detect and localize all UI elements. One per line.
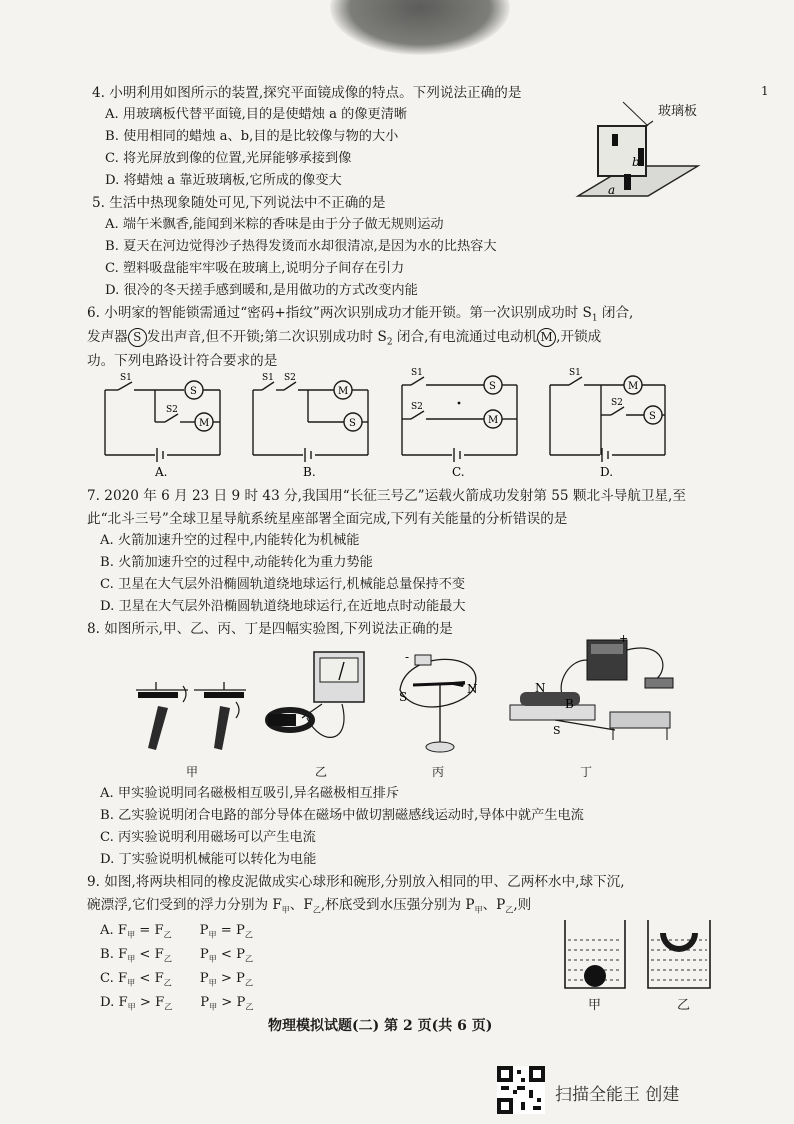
- q8-bing-minus: -: [405, 650, 410, 664]
- q4-glass-label: 玻璃板: [658, 104, 698, 119]
- q4-option-c: C. 将光屏放到像的位置,光屏能够承接到像: [105, 151, 352, 166]
- circuit-a-s1: S1: [120, 373, 132, 383]
- q9-option-c: C. $F_甲 < F_乙$ $P_甲 > P_乙$: [100, 971, 253, 988]
- circuit-c-c1: S: [489, 381, 496, 392]
- circuit-c-label: C.: [452, 465, 465, 479]
- qr-code-icon: [497, 1066, 545, 1114]
- q8-ding-plus: +: [619, 632, 629, 645]
- q5-option-c: C. 塑料吸盘能牢牢吸在玻璃上,说明分子间存在引力: [105, 261, 405, 276]
- q4-fig-b: b: [632, 155, 640, 169]
- q8-label-ding: 丁: [580, 765, 593, 779]
- circuit-c-s2: S2: [411, 402, 423, 412]
- q8-fig-yi: [262, 648, 380, 758]
- q9-label-jia: 甲: [588, 998, 602, 1013]
- q8-bing-n: N: [467, 682, 478, 696]
- q9-option-d: D. $F_甲 > F_乙$ $P_甲 > P_乙$: [100, 995, 254, 1012]
- q6-line2: 发声器 S 发出声音,但不开锁;第二次识别成功时 $S_2$ 闭合,有电流通过电动机 M ,开锁成: [87, 329, 602, 348]
- q9-option-b: B. $F_甲 < F_乙$ $P_甲 < P_乙$: [100, 947, 254, 964]
- q8-label-bing: 丙: [432, 765, 445, 779]
- q8-label-jia: 甲: [186, 765, 199, 779]
- q6-motor-symbol: M: [537, 328, 556, 347]
- circuit-b-c2: S: [349, 418, 356, 429]
- circuit-d-s1: S1: [569, 368, 581, 378]
- q8-label-yi: 乙: [315, 765, 328, 779]
- circuit-d-label: D.: [600, 465, 614, 479]
- q8-option-c: C. 丙实验说明利用磁场可以产生电流: [100, 830, 316, 845]
- scan-smudge: [330, 0, 510, 55]
- q8-stem: 8. 如图所示,甲、乙、丙、丁是四幅实验图,下列说法正确的是: [87, 621, 453, 637]
- q7-stem-line2: 此“北斗三号”全球卫星导航系统星座部署全面完成,下列有关能量的分析错误的是: [87, 511, 568, 527]
- q5-option-d: D. 很冷的冬天搓手感到暖和,是用做功的方式改变内能: [105, 283, 418, 298]
- q8-option-b: B. 乙实验说明闭合电路的部分导体在磁场中做切割磁感线运动时,导体中就产生电流: [100, 808, 584, 823]
- circuit-a-s2: S2: [166, 405, 178, 415]
- circuit-c-c2: M: [488, 415, 499, 426]
- q6-circuit-d: [545, 365, 675, 480]
- q8-ding-s: S: [553, 724, 561, 737]
- q6-circuit-a: [100, 370, 230, 480]
- circuit-a-label: A.: [155, 465, 168, 479]
- q9-stem-line2: 碗漂浮,它们受到的浮力分别为 $F_甲$、$F_乙$,杯底受到水压强分别为 $P_甲$、$P_乙$,则: [87, 897, 532, 915]
- circuit-d-c1: M: [628, 381, 639, 392]
- circuit-b-c1: M: [338, 386, 349, 397]
- q8-bing-s: S: [399, 690, 408, 704]
- q9-cups-figure: [560, 918, 720, 993]
- q7-option-b: B. 火箭加速升空的过程中,动能转化为重力势能: [100, 555, 373, 570]
- q8-ding-b: B: [565, 697, 574, 711]
- q9-stem-line1: 9. 如图,将两块相同的橡皮泥做成实心球形和碗形,分别放入相同的甲、乙两杯水中,球下沉,: [87, 874, 625, 890]
- circuit-d-c2: S: [649, 411, 656, 422]
- q7-option-d: D. 卫星在大气层外沿椭圆轨道绕地球运行,在近地点时动能最大: [100, 599, 466, 614]
- q8-ding-n: N: [535, 681, 546, 695]
- circuit-b-label: B.: [303, 465, 316, 479]
- q8-fig-bing: [385, 645, 495, 765]
- q5-option-b: B. 夏天在河边觉得沙子热得发烫而水却很清凉,是因为水的比热容大: [105, 239, 497, 254]
- circuit-a-c2: M: [199, 418, 210, 429]
- q8-option-a: A. 甲实验说明同名磁极相互吸引,异名磁极相互排斥: [100, 786, 400, 801]
- corner-page-number: 1: [761, 84, 769, 98]
- q6-circuit-b: [248, 370, 378, 480]
- q4-stem: 4. 小明利用如图所示的装置,探究平面镜成像的特点。下列说法正确的是: [92, 85, 522, 101]
- q6-speaker-symbol: S: [128, 328, 147, 347]
- q8-fig-ding: [505, 630, 690, 760]
- q6-line1: 6. 小明家的智能锁需通过“密码+指纹”两次识别成功才能开锁。第一次识别成功时 $S_1$ 闭合,: [87, 305, 634, 324]
- circuit-b-s1: S1: [262, 373, 274, 383]
- q9-option-a: A. $F_甲 = F_乙$ $P_甲 = P_乙$: [100, 923, 253, 940]
- q4-option-d: D. 将蜡烛 a 靠近玻璃板,它所成的像变大: [105, 173, 342, 188]
- circuit-c-s1: S1: [411, 368, 423, 378]
- circuit-a-c1: S: [190, 386, 197, 397]
- q6-line3: 功。下列电路设计符合要求的是: [87, 353, 278, 369]
- q5-option-a: A. 端午米飘香,能闻到米粽的香味是由于分子做无规则运动: [105, 217, 444, 232]
- circuit-b-s2: S2: [284, 373, 296, 383]
- q8-fig-jia: [128, 678, 253, 758]
- page-footer: 物理模拟试题(二) 第 2 页(共 6 页): [268, 1018, 493, 1034]
- q8-option-d: D. 丁实验说明机械能可以转化为电能: [100, 852, 317, 867]
- scanner-watermark: 扫描全能王 创建: [555, 1085, 680, 1105]
- circuit-d-s2: S2: [611, 398, 623, 408]
- q9-label-yi: 乙: [677, 998, 691, 1013]
- q7-option-c: C. 卫星在大气层外沿椭圆轨道绕地球运行,机械能总量保持不变: [100, 577, 466, 592]
- q4-option-a: A. 用玻璃板代替平面镜,目的是使蜡烛 a 的像更清晰: [105, 107, 408, 122]
- q7-stem-line1: 7. 2020 年 6 月 23 日 9 时 43 分,我国用“长征三号乙”运载火箭成功发射第 55 颗北斗导航卫星,至: [87, 488, 686, 504]
- q6-circuit-c: [397, 365, 527, 480]
- q4-option-b: B. 使用相同的蜡烛 a、b,目的是比较像与物的大小: [105, 129, 399, 144]
- q4-fig-a: a: [608, 183, 616, 197]
- q7-option-a: A. 火箭加速升空的过程中,内能转化为机械能: [100, 533, 360, 548]
- q5-stem: 5. 生活中热现象随处可见,下列说法中不正确的是: [92, 195, 386, 211]
